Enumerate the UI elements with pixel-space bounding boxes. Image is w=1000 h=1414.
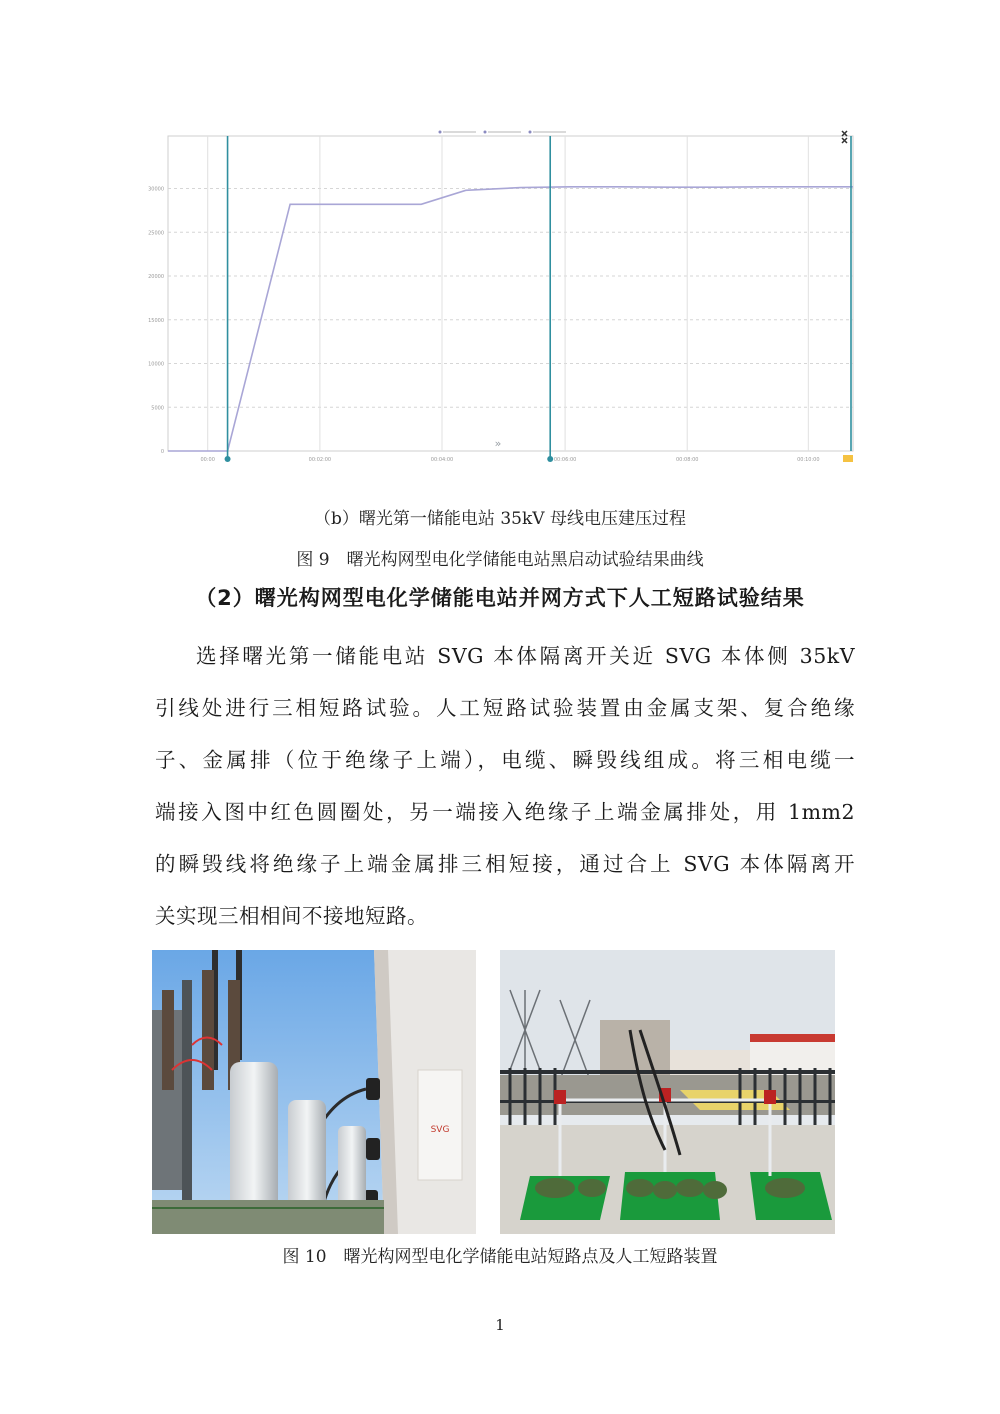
y-tick-label: 25000 bbox=[148, 230, 164, 237]
x-tick-label: 00:08:00 bbox=[675, 457, 699, 463]
photo-artificial-short-circuit-device bbox=[500, 950, 835, 1234]
voltage-chart-svg bbox=[140, 128, 865, 473]
page-number: 1 bbox=[495, 1316, 505, 1334]
x-tick-label: 00:10:00 bbox=[797, 457, 820, 463]
y-tick-label: 15000 bbox=[148, 317, 164, 324]
svg-label: SVG bbox=[430, 1125, 450, 1135]
cursor-handle bbox=[225, 456, 231, 462]
figure9-subcaption: （b）曙光第一储能电站 35kV 母线电压建压过程 bbox=[314, 509, 686, 529]
scroll-glyph: » bbox=[494, 437, 502, 450]
paragraph-line: 引线处进行三相短路试验。人工短路试验装置由金属支架、复合绝缘 bbox=[155, 696, 855, 720]
legend-marker bbox=[529, 131, 532, 134]
figure10-caption: 图 10 曙光构网型电化学储能电站短路点及人工短路装置 bbox=[282, 1247, 718, 1267]
x-tick-label: 00:06:00 bbox=[553, 457, 577, 463]
y-tick-label: 20000 bbox=[148, 274, 164, 280]
figure9-caption: 图 9 曙光构网型电化学储能电站黑启动试验结果曲线 bbox=[296, 550, 704, 570]
paragraph-line: 选择曙光第一储能电站 SVG 本体隔离开关近 SVG 本体侧 35kV bbox=[196, 644, 855, 668]
x-tick-label: 00:04:00 bbox=[430, 457, 454, 463]
paragraph-line: 端接入图中红色圆圈处，另一端接入绝缘子上端金属排处，用 1mm2 bbox=[155, 800, 855, 824]
y-tick-label: 30000 bbox=[148, 186, 164, 193]
x-tick-label: 00:02:00 bbox=[308, 457, 332, 463]
y-tick-label: 0 bbox=[160, 449, 164, 455]
chart-grid bbox=[168, 136, 853, 451]
zoom-handle bbox=[843, 455, 853, 462]
photo-short-circuit-point bbox=[152, 950, 476, 1234]
y-tick-label: 10000 bbox=[148, 361, 164, 368]
x-tick-label: 00:00 bbox=[200, 457, 215, 463]
legend-marker bbox=[439, 131, 442, 134]
paragraph-line: 关实现三相相间不接地短路。 bbox=[155, 904, 428, 928]
chart-y-ticks bbox=[148, 187, 164, 456]
y-tick-label: 5000 bbox=[151, 405, 164, 412]
chart-x-ticks bbox=[200, 457, 819, 463]
paragraph-line: 子、金属排（位于绝缘子上端），电缆、瞬毁线组成。将三相电缆一 bbox=[155, 748, 855, 772]
legend-marker bbox=[484, 131, 487, 134]
voltage-chart bbox=[140, 128, 865, 473]
cursor-handle bbox=[547, 456, 553, 462]
paragraph-line: 的瞬毁线将绝缘子上端金属排三相短接，通过合上 SVG 本体隔离开 bbox=[155, 852, 855, 876]
plot-frame bbox=[168, 136, 853, 451]
section-paragraph bbox=[155, 630, 855, 942]
section-heading: （2）曙光构网型电化学储能电站并网方式下人工短路试验结果 bbox=[195, 586, 805, 610]
